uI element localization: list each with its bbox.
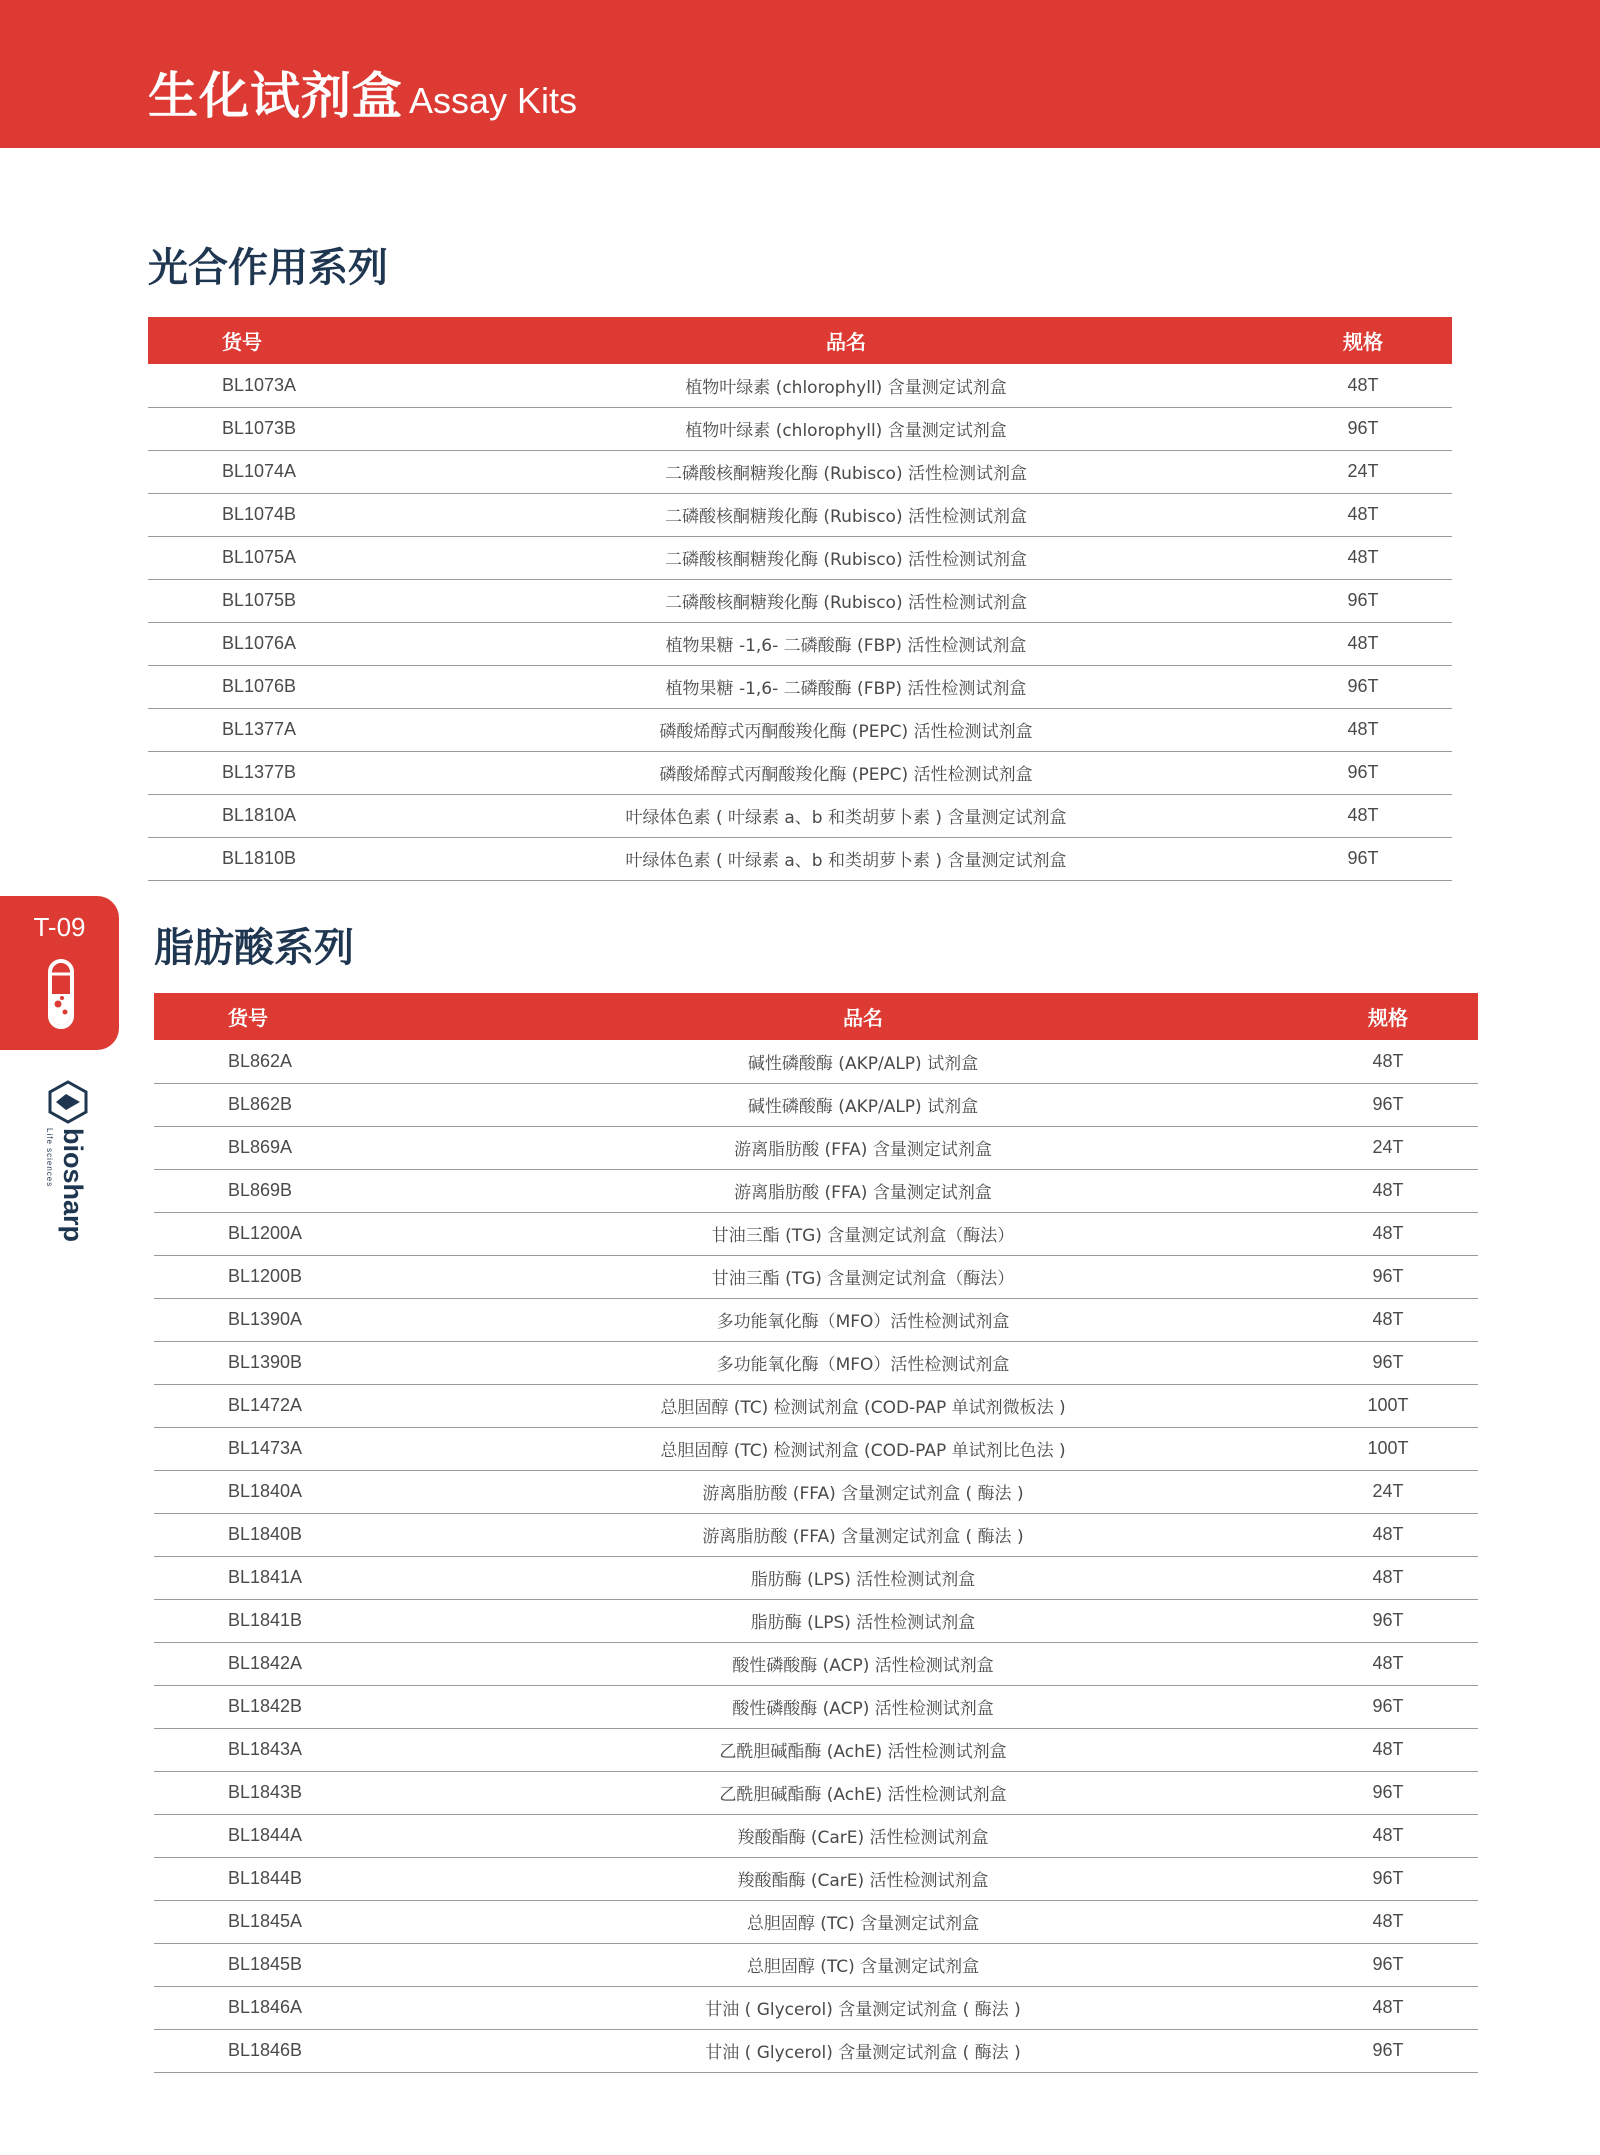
table-row (154, 1083, 1478, 1126)
cell-product-name: 总胆固醇 (TC) 含量测定试剂盒 (428, 1900, 1298, 1943)
cell-product-name: 磷酸烯醇式丙酮酸羧化酶 (PEPC) 活性检测试剂盒 (418, 708, 1274, 751)
cell-catalog-no: BL1200A (154, 1212, 428, 1255)
cell-catalog-no: BL1846B (154, 2029, 428, 2072)
cell-product-name: 乙酰胆碱酯酶 (AchE) 活性检测试剂盒 (428, 1728, 1298, 1771)
cell-spec: 48T (1298, 1642, 1478, 1685)
cell-spec: 48T (1298, 1986, 1478, 2029)
cell-catalog-no: BL1377B (148, 751, 418, 794)
logo-tagline-text: Life sciences (45, 1128, 54, 1188)
cell-catalog-no: BL1390B (154, 1341, 428, 1384)
column-header-catalog-no: 货号 (154, 993, 428, 1040)
cell-product-name: 酸性磷酸酶 (ACP) 活性检测试剂盒 (428, 1642, 1298, 1685)
cell-product-name: 甘油 ( Glycerol) 含量测定试剂盒 ( 酶法 ) (428, 2029, 1298, 2072)
cell-spec: 96T (1298, 1685, 1478, 1728)
header-banner (0, 0, 1600, 148)
cell-product-name: 游离脂肪酸 (FFA) 含量测定试剂盒 (428, 1126, 1298, 1169)
cell-catalog-no: BL1842B (154, 1685, 428, 1728)
biosharp-logo (38, 1080, 98, 1256)
cell-spec: 48T (1298, 1513, 1478, 1556)
table-row (148, 364, 1452, 407)
cell-catalog-no: BL1472A (154, 1384, 428, 1427)
table-row (154, 1728, 1478, 1771)
cell-product-name: 碱性磷酸酶 (AKP/ALP) 试剂盒 (428, 1083, 1298, 1126)
cell-catalog-no: BL1810A (148, 794, 418, 837)
cell-product-name: 总胆固醇 (TC) 检测试剂盒 (COD-PAP 单试剂比色法 ) (428, 1427, 1298, 1470)
table-row (154, 1341, 1478, 1384)
cell-product-name: 总胆固醇 (TC) 含量测定试剂盒 (428, 1943, 1298, 1986)
cell-spec: 48T (1274, 794, 1452, 837)
cell-spec: 48T (1298, 1900, 1478, 1943)
cell-product-name: 羧酸酯酶 (CarE) 活性检测试剂盒 (428, 1814, 1298, 1857)
cell-catalog-no: BL1845A (154, 1900, 428, 1943)
cell-catalog-no: BL1390A (154, 1298, 428, 1341)
cell-product-name: 多功能氧化酶（MFO）活性检测试剂盒 (428, 1341, 1298, 1384)
table-row (154, 1814, 1478, 1857)
cell-spec: 48T (1274, 364, 1452, 407)
table-row (148, 450, 1452, 493)
table-row (154, 1255, 1478, 1298)
cell-catalog-no: BL1075A (148, 536, 418, 579)
table-row (148, 708, 1452, 751)
cell-catalog-no: BL862A (154, 1040, 428, 1083)
column-header-product-name: 品名 (418, 317, 1274, 364)
table-row (154, 1685, 1478, 1728)
page-tab (0, 896, 119, 1050)
cell-catalog-no: BL1076B (148, 665, 418, 708)
cell-spec: 24T (1298, 1126, 1478, 1169)
cell-catalog-no: BL1846A (154, 1986, 428, 2029)
table-row (154, 1513, 1478, 1556)
cell-catalog-no: BL1844A (154, 1814, 428, 1857)
cell-spec: 48T (1298, 1728, 1478, 1771)
table-row (148, 751, 1452, 794)
cell-catalog-no: BL1073A (148, 364, 418, 407)
cell-catalog-no: BL1473A (154, 1427, 428, 1470)
cell-product-name: 二磷酸核酮糖羧化酶 (Rubisco) 活性检测试剂盒 (418, 493, 1274, 536)
table-body (148, 364, 1452, 880)
cell-catalog-no: BL1377A (148, 708, 418, 751)
cell-catalog-no: BL869B (154, 1169, 428, 1212)
cell-spec: 48T (1274, 536, 1452, 579)
cell-spec: 24T (1298, 1470, 1478, 1513)
logo-brand-text: biosharp (58, 1128, 88, 1243)
table-row (154, 1384, 1478, 1427)
column-header-spec: 规格 (1274, 317, 1452, 364)
table-row (154, 1212, 1478, 1255)
cell-product-name: 脂肪酶 (LPS) 活性检测试剂盒 (428, 1599, 1298, 1642)
cell-spec: 96T (1298, 1341, 1478, 1384)
cell-spec: 48T (1298, 1040, 1478, 1083)
cell-product-name: 酸性磷酸酶 (ACP) 活性检测试剂盒 (428, 1685, 1298, 1728)
biosharp-logo-icon (50, 1082, 86, 1122)
table-row (148, 622, 1452, 665)
cell-product-name: 碱性磷酸酶 (AKP/ALP) 试剂盒 (428, 1040, 1298, 1083)
cell-product-name: 总胆固醇 (TC) 检测试剂盒 (COD-PAP 单试剂微板法 ) (428, 1384, 1298, 1427)
cell-product-name: 植物叶绿素 (chlorophyll) 含量测定试剂盒 (418, 407, 1274, 450)
cell-product-name: 游离脂肪酸 (FFA) 含量测定试剂盒 ( 酶法 ) (428, 1513, 1298, 1556)
column-header-catalog-no: 货号 (148, 317, 418, 364)
product-table-fatty-acid (154, 993, 1478, 2073)
cell-catalog-no: BL1844B (154, 1857, 428, 1900)
table-row (154, 1771, 1478, 1814)
cell-spec: 48T (1298, 1169, 1478, 1212)
cell-product-name: 乙酰胆碱酯酶 (AchE) 活性检测试剂盒 (428, 1771, 1298, 1814)
cell-catalog-no: BL1843A (154, 1728, 428, 1771)
cell-catalog-no: BL862B (154, 1083, 428, 1126)
table-row (154, 1470, 1478, 1513)
cell-spec: 48T (1298, 1298, 1478, 1341)
table-row (154, 1556, 1478, 1599)
table-row (148, 493, 1452, 536)
cell-product-name: 二磷酸核酮糖羧化酶 (Rubisco) 活性检测试剂盒 (418, 579, 1274, 622)
cell-spec: 96T (1298, 1599, 1478, 1642)
cell-catalog-no: BL869A (154, 1126, 428, 1169)
cell-spec: 96T (1274, 407, 1452, 450)
cell-product-name: 植物叶绿素 (chlorophyll) 含量测定试剂盒 (418, 364, 1274, 407)
cell-spec: 48T (1298, 1212, 1478, 1255)
cell-spec: 96T (1298, 1255, 1478, 1298)
cell-catalog-no: BL1074A (148, 450, 418, 493)
cell-catalog-no: BL1842A (154, 1642, 428, 1685)
product-table-photosynthesis (148, 317, 1452, 881)
page-number-label: T-09 (33, 912, 86, 942)
column-header-product-name: 品名 (428, 993, 1298, 1040)
table-row (154, 1943, 1478, 1986)
cell-product-name: 甘油三酯 (TG) 含量测定试剂盒（酶法） (428, 1255, 1298, 1298)
cell-spec: 96T (1274, 837, 1452, 880)
cell-product-name: 二磷酸核酮糖羧化酶 (Rubisco) 活性检测试剂盒 (418, 536, 1274, 579)
cell-product-name: 游离脂肪酸 (FFA) 含量测定试剂盒 ( 酶法 ) (428, 1470, 1298, 1513)
test-tube-icon (46, 958, 76, 1030)
cell-product-name: 游离脂肪酸 (FFA) 含量测定试剂盒 (428, 1169, 1298, 1212)
table-row (154, 1599, 1478, 1642)
cell-spec: 48T (1298, 1556, 1478, 1599)
table-row (154, 1298, 1478, 1341)
table-row (154, 1900, 1478, 1943)
cell-catalog-no: BL1075B (148, 579, 418, 622)
cell-catalog-no: BL1841A (154, 1556, 428, 1599)
cell-catalog-no: BL1843B (154, 1771, 428, 1814)
cell-product-name: 叶绿体色素 ( 叶绿素 a、b 和类胡萝卜素 ) 含量测定试剂盒 (418, 794, 1274, 837)
cell-product-name: 磷酸烯醇式丙酮酸羧化酶 (PEPC) 活性检测试剂盒 (418, 751, 1274, 794)
cell-product-name: 脂肪酶 (LPS) 活性检测试剂盒 (428, 1556, 1298, 1599)
page-title-en: Assay Kits (409, 80, 578, 121)
cell-product-name: 植物果糖 -1,6- 二磷酸酶 (FBP) 活性检测试剂盒 (418, 665, 1274, 708)
table-row (148, 579, 1452, 622)
cell-spec: 96T (1274, 665, 1452, 708)
cell-spec: 100T (1298, 1427, 1478, 1470)
cell-catalog-no: BL1810B (148, 837, 418, 880)
cell-catalog-no: BL1073B (148, 407, 418, 450)
page-title-zh: 生化试剂盒 (148, 67, 403, 125)
table-row (148, 407, 1452, 450)
table-row (154, 1040, 1478, 1083)
cell-product-name: 多功能氧化酶（MFO）活性检测试剂盒 (428, 1298, 1298, 1341)
table-row (148, 536, 1452, 579)
table-row (154, 1427, 1478, 1470)
cell-spec: 48T (1274, 493, 1452, 536)
cell-catalog-no: BL1845B (154, 1943, 428, 1986)
table-row (148, 837, 1452, 880)
cell-catalog-no: BL1840B (154, 1513, 428, 1556)
table-row (154, 1169, 1478, 1212)
cell-spec: 48T (1298, 1814, 1478, 1857)
cell-spec: 96T (1298, 2029, 1478, 2072)
table-row (154, 1857, 1478, 1900)
cell-catalog-no: BL1074B (148, 493, 418, 536)
cell-catalog-no: BL1840A (154, 1470, 428, 1513)
cell-spec: 100T (1298, 1384, 1478, 1427)
cell-catalog-no: BL1200B (154, 1255, 428, 1298)
table-header-row (148, 317, 1452, 364)
cell-spec: 96T (1298, 1771, 1478, 1814)
table-row (154, 1642, 1478, 1685)
cell-product-name: 羧酸酯酶 (CarE) 活性检测试剂盒 (428, 1857, 1298, 1900)
cell-product-name: 甘油 ( Glycerol) 含量测定试剂盒 ( 酶法 ) (428, 1986, 1298, 2029)
table-row (154, 2029, 1478, 2072)
cell-spec: 48T (1274, 708, 1452, 751)
cell-spec: 96T (1298, 1943, 1478, 1986)
cell-spec: 48T (1274, 622, 1452, 665)
cell-catalog-no: BL1076A (148, 622, 418, 665)
cell-product-name: 植物果糖 -1,6- 二磷酸酶 (FBP) 活性检测试剂盒 (418, 622, 1274, 665)
table-row (148, 794, 1452, 837)
section-title-fatty-acid: 脂肪酸系列 (154, 925, 354, 971)
column-header-spec: 规格 (1298, 993, 1478, 1040)
table-row (148, 665, 1452, 708)
section-title-photosynthesis: 光合作用系列 (148, 245, 388, 291)
page-title (148, 56, 577, 128)
cell-product-name: 甘油三酯 (TG) 含量测定试剂盒（酶法） (428, 1212, 1298, 1255)
cell-spec: 96T (1298, 1857, 1478, 1900)
cell-spec: 96T (1274, 751, 1452, 794)
cell-product-name: 二磷酸核酮糖羧化酶 (Rubisco) 活性检测试剂盒 (418, 450, 1274, 493)
table-header-row (154, 993, 1478, 1040)
cell-spec: 96T (1274, 579, 1452, 622)
table-body (154, 1040, 1478, 2072)
cell-spec: 24T (1274, 450, 1452, 493)
cell-product-name: 叶绿体色素 ( 叶绿素 a、b 和类胡萝卜素 ) 含量测定试剂盒 (418, 837, 1274, 880)
cell-catalog-no: BL1841B (154, 1599, 428, 1642)
table-row (154, 1986, 1478, 2029)
table-row (154, 1126, 1478, 1169)
cell-spec: 96T (1298, 1083, 1478, 1126)
